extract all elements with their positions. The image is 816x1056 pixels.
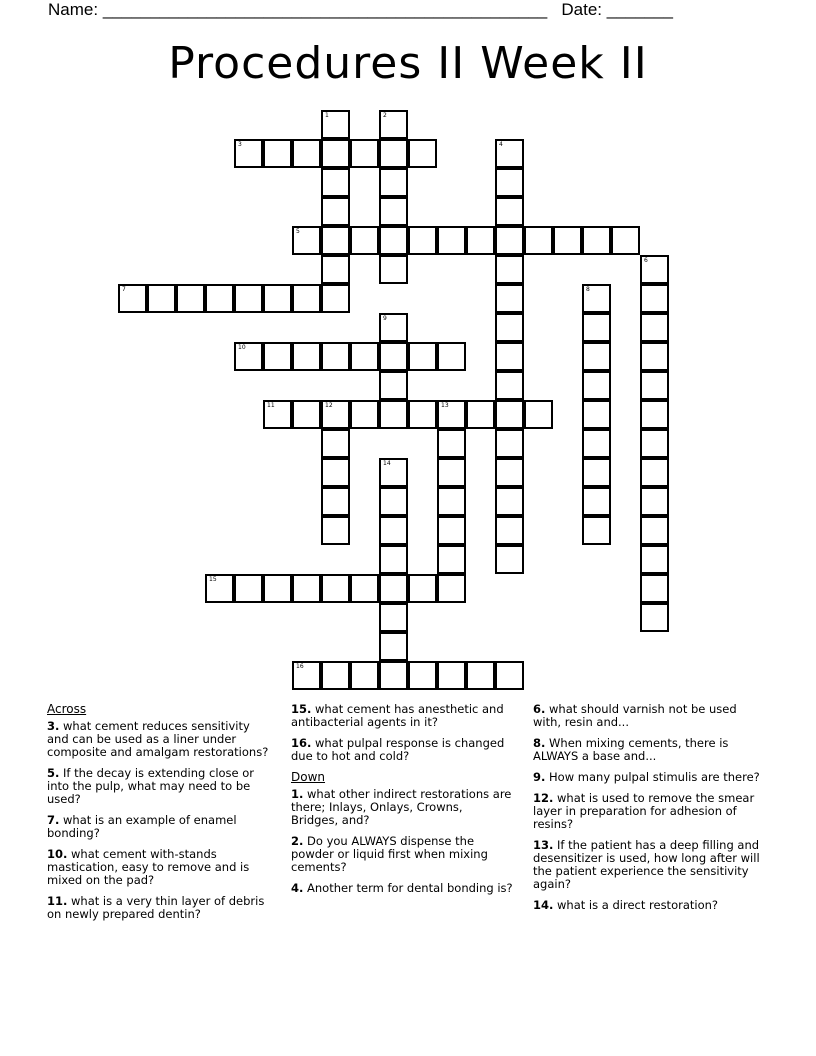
grid-cell[interactable]: [263, 139, 292, 168]
grid-cell[interactable]: [640, 255, 669, 284]
grid-cell[interactable]: [524, 226, 553, 255]
cell-number: 15: [209, 576, 217, 583]
cell-number: 2: [383, 112, 387, 119]
grid-cell[interactable]: [640, 458, 669, 487]
grid-cell[interactable]: [408, 342, 437, 371]
grid-cell[interactable]: [147, 284, 176, 313]
grid-cell[interactable]: [379, 516, 408, 545]
grid-cell[interactable]: [292, 284, 321, 313]
cell-number: 7: [122, 286, 126, 293]
cell-number: 4: [499, 141, 503, 148]
grid-cell[interactable]: [263, 574, 292, 603]
grid-cell[interactable]: [640, 284, 669, 313]
grid-cell[interactable]: [379, 342, 408, 371]
grid-cell[interactable]: [292, 226, 321, 255]
grid-cell[interactable]: [640, 574, 669, 603]
grid-cell[interactable]: [321, 487, 350, 516]
grid-cell[interactable]: [292, 661, 321, 690]
grid-cell[interactable]: [640, 429, 669, 458]
grid-cell[interactable]: [379, 574, 408, 603]
cell-number: 12: [325, 402, 333, 409]
grid-cell[interactable]: [437, 400, 466, 429]
grid-cell[interactable]: [437, 487, 466, 516]
grid-cell[interactable]: [379, 632, 408, 661]
grid-cell[interactable]: [321, 342, 350, 371]
grid-cell[interactable]: [466, 400, 495, 429]
grid-cell[interactable]: [582, 226, 611, 255]
grid-cell[interactable]: [379, 661, 408, 690]
grid-cell[interactable]: [379, 400, 408, 429]
grid-cell[interactable]: [321, 197, 350, 226]
clue-across-7: 7. what is an example of enamel bonding?: [47, 813, 237, 840]
down-heading: Down: [291, 770, 326, 784]
cell-number: 9: [383, 315, 387, 322]
grid-cell[interactable]: [640, 313, 669, 342]
grid-cell[interactable]: [640, 400, 669, 429]
grid-cell[interactable]: [379, 197, 408, 226]
clue-across-11: 11. what is a very thin layer of debris on newly prepared dentin?: [47, 894, 265, 921]
grid-cell[interactable]: [234, 284, 263, 313]
grid-cell[interactable]: [321, 139, 350, 168]
across-heading: Across: [47, 702, 87, 716]
grid-cell[interactable]: [495, 168, 524, 197]
grid-cell[interactable]: [582, 313, 611, 342]
clue-down-13: 13. If the patient has a deep filling and desensitizer is used, how long after will the patient experience the sensitivity again?: [533, 838, 760, 891]
grid-cell[interactable]: [495, 400, 524, 429]
grid-cell[interactable]: [524, 400, 553, 429]
grid-cell[interactable]: [495, 139, 524, 168]
grid-cell[interactable]: [437, 226, 466, 255]
grid-cell[interactable]: [379, 255, 408, 284]
grid-cell[interactable]: [437, 429, 466, 458]
grid-cell[interactable]: [495, 255, 524, 284]
grid-cell[interactable]: [582, 400, 611, 429]
grid-cell[interactable]: [350, 400, 379, 429]
grid-cell[interactable]: [495, 545, 524, 574]
grid-cell[interactable]: [582, 342, 611, 371]
grid-cell[interactable]: [321, 284, 350, 313]
grid-cell[interactable]: [437, 661, 466, 690]
grid-cell[interactable]: [263, 284, 292, 313]
grid-cell[interactable]: [495, 197, 524, 226]
grid-cell[interactable]: [437, 342, 466, 371]
clue-across-16: 16. what pulpal response is changed due to hot and cold?: [291, 736, 505, 763]
cell-number: 13: [441, 402, 449, 409]
cell-number: 5: [296, 228, 300, 235]
cell-number: 11: [267, 402, 275, 409]
grid-cell[interactable]: [582, 284, 611, 313]
grid-cell[interactable]: [350, 574, 379, 603]
grid-cell[interactable]: [466, 661, 495, 690]
cell-number: 8: [586, 286, 590, 293]
grid-cell[interactable]: [582, 371, 611, 400]
clues-column-3: [533, 703, 761, 920]
grid-cell[interactable]: [350, 661, 379, 690]
grid-cell[interactable]: [495, 487, 524, 516]
clues-column-2: [291, 703, 513, 903]
grid-cell[interactable]: [379, 603, 408, 632]
clue-down-14: 14. what is a direct restoration?: [533, 898, 719, 912]
grid-cell[interactable]: [582, 458, 611, 487]
clue-across-3: 3. what cement reduces sensitivity and can be used as a liner under composite and amalgam restorations?: [47, 719, 269, 759]
grid-cell[interactable]: [408, 661, 437, 690]
clue-down-12: 12. what is used to remove the smear layer in preparation for adhesion of resins?: [533, 791, 755, 831]
clue-down-6: 6. what should varnish not be used with, resin and...: [533, 702, 737, 729]
grid-cell[interactable]: [495, 429, 524, 458]
grid-cell[interactable]: [495, 284, 524, 313]
grid-cell[interactable]: [321, 574, 350, 603]
clue-down-9: 9. How many pulpal stimulis are there?: [533, 770, 760, 784]
grid-cell[interactable]: [379, 110, 408, 139]
grid-cell[interactable]: [408, 400, 437, 429]
grid-cell[interactable]: [408, 139, 437, 168]
cell-number: 16: [296, 663, 304, 670]
cell-number: 14: [383, 460, 391, 467]
grid-cell[interactable]: [495, 371, 524, 400]
grid-cell[interactable]: [234, 574, 263, 603]
clue-across-10: 10. what cement with-stands mastication, easy to remove and is mixed on the pad?: [47, 847, 250, 887]
date-blank[interactable]: _______: [606, 0, 673, 19]
grid-cell[interactable]: [495, 226, 524, 255]
grid-cell[interactable]: [437, 458, 466, 487]
grid-cell[interactable]: [379, 139, 408, 168]
clue-down-1: 1. what other indirect restorations are there; Inlays, Onlays, Crowns, Bridges, and?: [291, 787, 512, 827]
grid-cell[interactable]: [321, 661, 350, 690]
grid-cell[interactable]: [234, 139, 263, 168]
grid-cell[interactable]: [408, 226, 437, 255]
cell-number: 3: [238, 141, 242, 148]
grid-cell[interactable]: [321, 400, 350, 429]
grid-cell[interactable]: [321, 429, 350, 458]
grid-cell[interactable]: [205, 574, 234, 603]
grid-cell[interactable]: [292, 342, 321, 371]
grid-cell[interactable]: [292, 400, 321, 429]
cell-number: 1: [325, 112, 329, 119]
cell-number: 10: [238, 344, 246, 351]
grid-cell[interactable]: [640, 342, 669, 371]
grid-cell[interactable]: [292, 139, 321, 168]
grid-cell[interactable]: [234, 342, 263, 371]
grid-cell[interactable]: [495, 313, 524, 342]
grid-cell[interactable]: [321, 168, 350, 197]
grid-cell[interactable]: [379, 545, 408, 574]
clues-column-1: [47, 703, 275, 929]
grid-cell[interactable]: [611, 226, 640, 255]
name-blank[interactable]: _______________________________________________: [102, 0, 548, 19]
grid-cell[interactable]: [379, 458, 408, 487]
name-label: Name:: [48, 0, 99, 19]
grid-cell[interactable]: [437, 574, 466, 603]
grid-cell[interactable]: [176, 284, 205, 313]
grid-cell[interactable]: [640, 516, 669, 545]
date-label: Date:: [561, 0, 602, 19]
grid-cell[interactable]: [379, 226, 408, 255]
grid-cell[interactable]: [205, 284, 234, 313]
grid-cell[interactable]: [379, 168, 408, 197]
grid-cell[interactable]: [263, 342, 292, 371]
grid-cell[interactable]: [379, 371, 408, 400]
clue-across-15: 15. what cement has anesthetic and antibacterial agents in it?: [291, 702, 504, 729]
grid-cell[interactable]: [553, 226, 582, 255]
grid-cell[interactable]: [350, 226, 379, 255]
grid-cell[interactable]: [321, 255, 350, 284]
grid-cell[interactable]: [321, 226, 350, 255]
grid-cell[interactable]: [437, 545, 466, 574]
grid-cell[interactable]: [263, 400, 292, 429]
grid-cell[interactable]: [495, 661, 524, 690]
grid-cell[interactable]: [640, 371, 669, 400]
grid-cell[interactable]: [292, 574, 321, 603]
clue-down-8: 8. When mixing cements, there is ALWAYS a base and...: [533, 736, 729, 763]
grid-cell[interactable]: [640, 487, 669, 516]
grid-cell[interactable]: [466, 226, 495, 255]
grid-cell[interactable]: [321, 110, 350, 139]
grid-cell[interactable]: [640, 603, 669, 632]
grid-cell[interactable]: [379, 313, 408, 342]
grid-cell[interactable]: [582, 429, 611, 458]
grid-cell[interactable]: [437, 516, 466, 545]
grid-cell[interactable]: [350, 139, 379, 168]
grid-cell[interactable]: [118, 284, 147, 313]
grid-cell[interactable]: [495, 516, 524, 545]
grid-cell[interactable]: [321, 458, 350, 487]
grid-cell[interactable]: [640, 545, 669, 574]
clue-across-5: 5. If the decay is extending close or into the pulp, what may need to be used?: [47, 766, 255, 806]
grid-cell[interactable]: [321, 516, 350, 545]
grid-cell[interactable]: [495, 342, 524, 371]
puzzle-title: Procedures II Week II: [168, 38, 648, 89]
clue-down-4: 4. Another term for dental bonding is?: [291, 881, 513, 895]
grid-cell[interactable]: [350, 342, 379, 371]
grid-cell[interactable]: [379, 487, 408, 516]
grid-cell[interactable]: [582, 516, 611, 545]
grid-cell[interactable]: [408, 574, 437, 603]
clue-down-2: 2. Do you ALWAYS dispense the powder or liquid first when mixing cements?: [291, 834, 488, 874]
grid-cell[interactable]: [495, 458, 524, 487]
grid-cell[interactable]: [582, 487, 611, 516]
cell-number: 6: [644, 257, 648, 264]
